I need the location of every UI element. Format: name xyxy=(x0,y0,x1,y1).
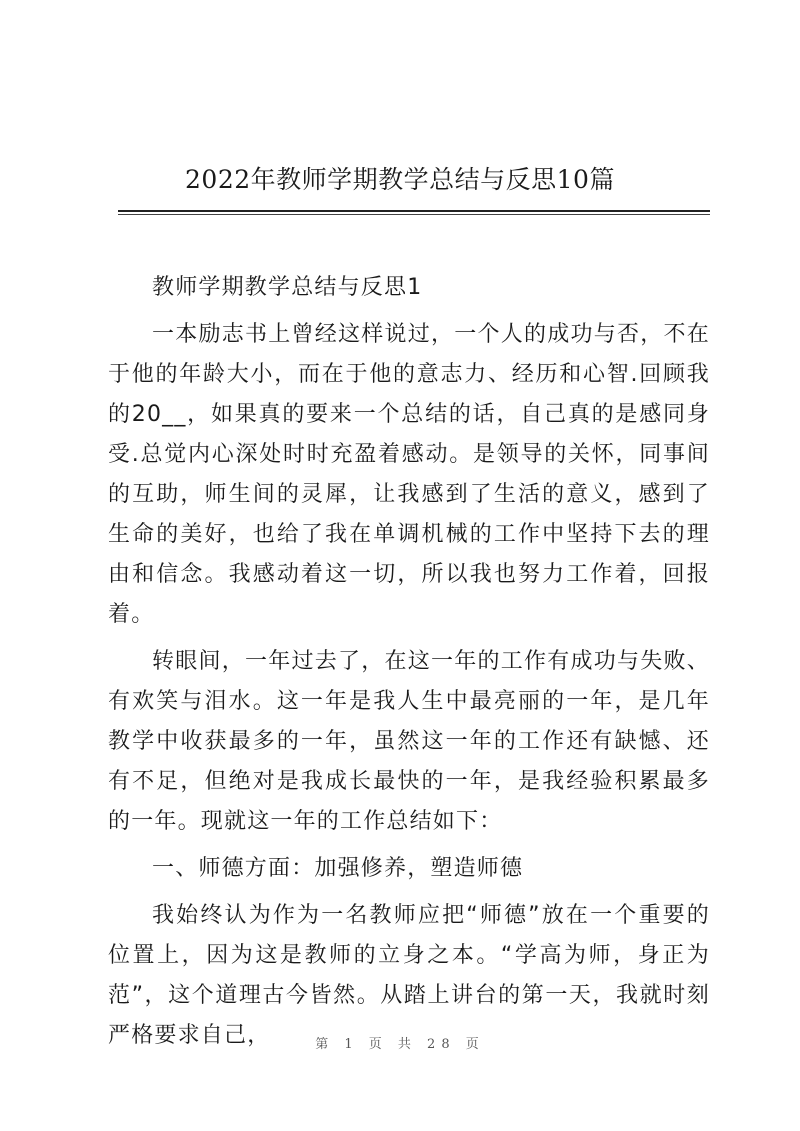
section-heading: 教师学期教学总结与反思1 xyxy=(152,275,423,300)
subsection-heading: 一、师德方面：加强修养，塑造师德 xyxy=(152,856,524,881)
document-title: 2022年教师学期教学总结与反思10篇 xyxy=(185,165,615,194)
title-rule-thick xyxy=(118,210,710,212)
body-paragraph: 一本励志书上曾经这样说过，一个人的成功与否，不在于他的年龄大小，而在于他的意志力、经历和心智.回顾我的20__，如果真的要来一个总结的话，自己真的是感同身受.总觉内心深处时时充盈着感动。是领导的关怀，同事间的互助，师生间的灵犀，让我感到了生活的意义，感到了生命的美好，也给了我在单调机械的工作中坚持下去的理由和信念。我感动着这一切，所以我也努力工作着，回报着。 xyxy=(108,322,710,627)
body-paragraph: 转眼间，一年过去了，在这一年的工作有成功与失败、有欢笑与泪水。这一年是我人生中最亮丽的一年，是几年教学中收获最多的一年，虽然这一年的工作还有缺憾、还有不足，但绝对是我成长最快的一年，是我经验积累最多的一年。现就这一年的工作总结如下： xyxy=(108,649,710,834)
document-body xyxy=(108,268,710,1063)
title-rule-thin xyxy=(118,214,710,215)
page-footer: 第 1 页 共 28 页 xyxy=(315,1037,485,1052)
body-paragraph: 我始终认为作为一名教师应把“师德”放在一个重要的位置上，因为这是教师的立身之本。“学高为师，身正为范”，这个道理古今皆然。从踏上讲台的第一天，我就时刻严格要求自己， xyxy=(108,903,710,1048)
